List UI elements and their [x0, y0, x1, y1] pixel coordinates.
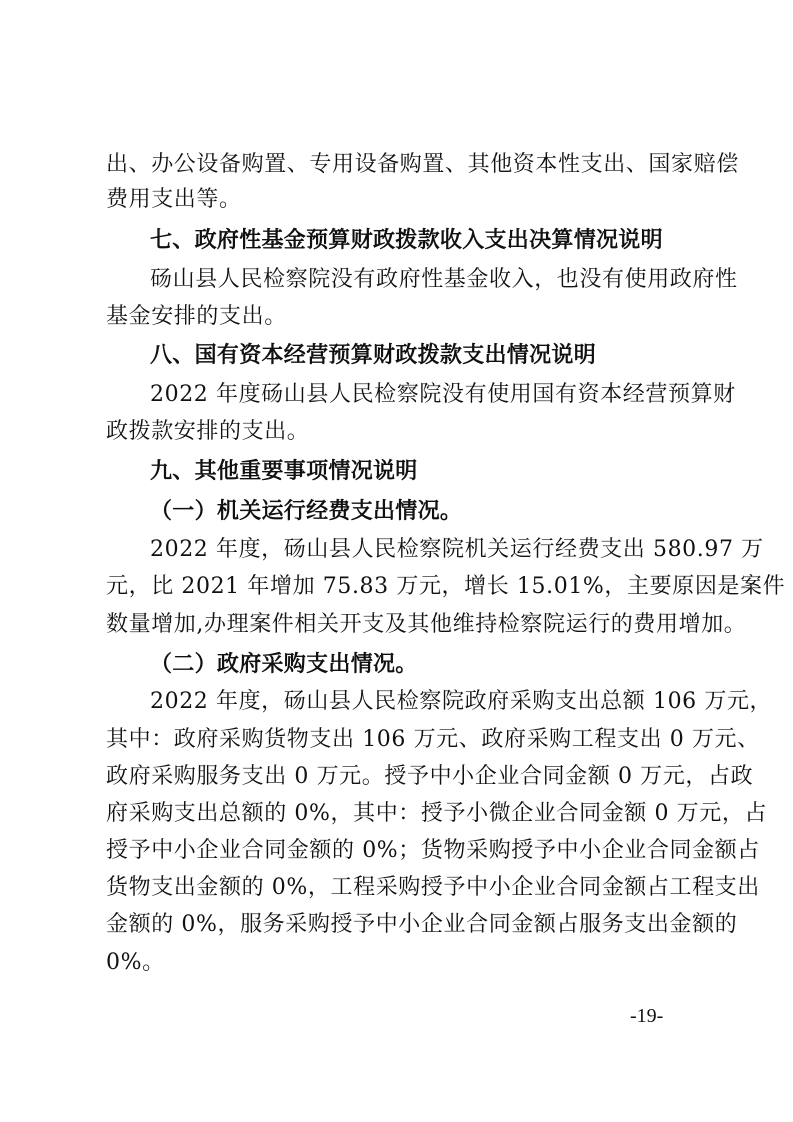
- body-line: 2022 年度，砀山县人民检察院政府采购支出总额 106 万元，: [150, 689, 773, 714]
- body-line: 货物支出金额的 0%，工程采购授予中小企业合同金额占工程支出: [106, 875, 760, 900]
- section-heading-8: 八、国有资本经营预算财政拨款支出情况说明: [150, 343, 597, 368]
- subsection-heading-1: （一）机关运行经费支出情况。: [150, 499, 463, 524]
- page-number: -19-: [630, 1005, 664, 1027]
- body-line: 政府采购服务支出 0 万元。授予中小企业合同金额 0 万元，占政: [106, 764, 754, 789]
- body-line: 元，比 2021 年增加 75.83 万元，增长 15.01%，主要原因是案件: [106, 574, 786, 599]
- body-line: 其中：政府采购货物支出 106 万元、政府采购工程支出 0 万元、: [106, 727, 760, 752]
- body-line: 授予中小企业合同金额的 0%；货物采购授予中小企业合同金额占: [106, 838, 760, 863]
- body-line: 费用支出等。: [106, 187, 242, 212]
- section-heading-9: 九、其他重要事项情况说明: [150, 459, 418, 484]
- subsection-heading-2: （二）政府采购支出情况。: [150, 652, 418, 677]
- body-line: 0%。: [106, 950, 165, 975]
- body-line: 砀山县人民检察院没有政府性基金收入，也没有使用政府性: [150, 267, 738, 292]
- section-heading-7: 七、政府性基金预算财政拨款收入支出决算情况说明: [150, 228, 663, 253]
- body-line: 2022 年度，砀山县人民检察院机关运行经费支出 580.97 万: [150, 537, 764, 562]
- body-line: 2022 年度砀山县人民检察院没有使用国有资本经营预算财: [150, 382, 736, 407]
- body-line: 政拨款安排的支出。: [106, 419, 310, 444]
- body-line: 金额的 0%，服务采购授予中小企业合同金额占服务支出金额的: [106, 912, 738, 937]
- body-line: 数量增加,办理案件相关开支及其他维持检察院运行的费用增加。: [106, 612, 747, 637]
- body-line: 出、办公设备购置、专用设备购置、其他资本性支出、国家赔偿: [106, 152, 739, 177]
- body-line: 府采购支出总额的 0%，其中：授予小微企业合同金额 0 万元，占: [106, 801, 768, 826]
- body-line: 基金安排的支出。: [106, 304, 287, 329]
